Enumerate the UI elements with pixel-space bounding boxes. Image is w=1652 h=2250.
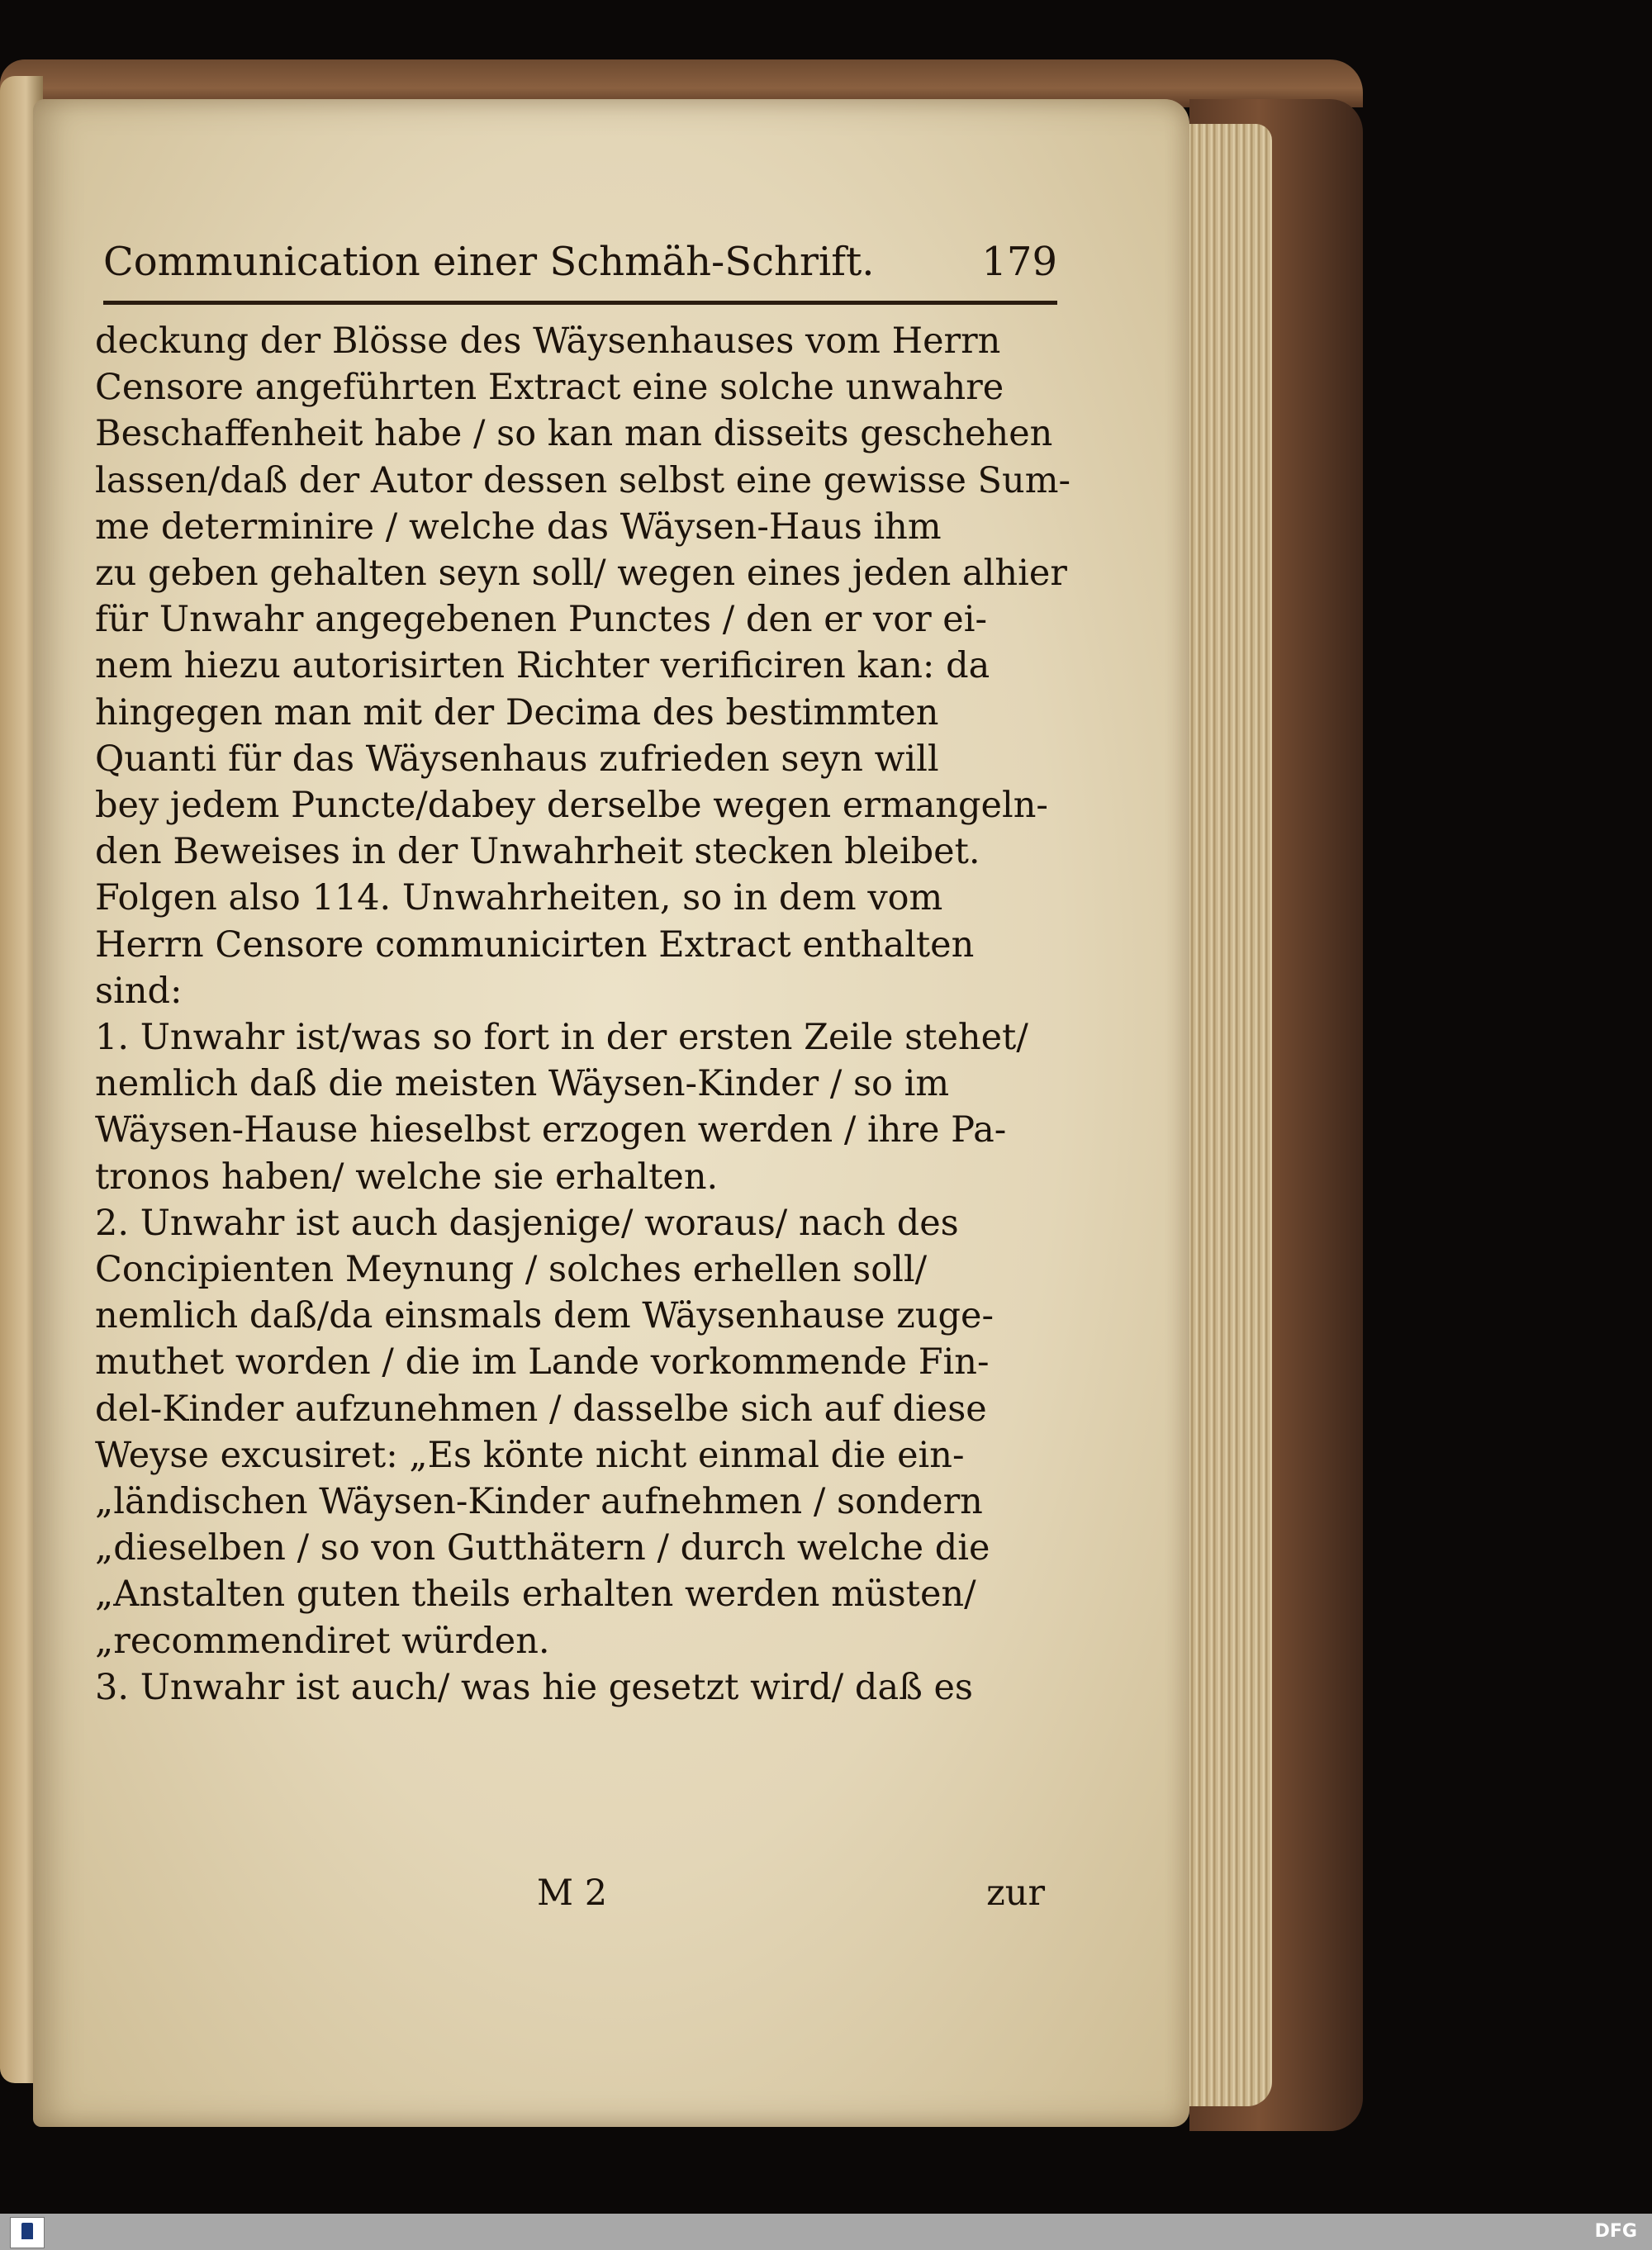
text-line: 3. Unwahr ist auch/ was hie gesetzt wird/ daß es xyxy=(95,1666,973,1708)
text-line: bey jedem Puncte/dabey derselbe wegen ermangeln- xyxy=(95,785,1048,827)
text-line: nem hiezu autorisirten Richter verificiren kan: da xyxy=(95,645,990,687)
library-logo-icon xyxy=(10,2217,45,2248)
text-line: hingegen man mit der Decima des bestimmten xyxy=(95,691,939,733)
text-line: deckung der Blösse des Wäysenhauses vom Herrn xyxy=(95,320,1001,362)
text-line: nemlich daß/da einsmals dem Wäysenhause zuge- xyxy=(95,1295,994,1337)
text-line: muthet worden / die im Lande vorkommende Fin- xyxy=(95,1341,990,1384)
text-line: Quanti für das Wäysenhaus zufrieden seyn will xyxy=(95,738,939,780)
text-line: Folgen also 114. Unwahrheiten, so in dem vom xyxy=(95,877,943,919)
text-line: Beschaffenheit habe / so kan man disseits geschehen xyxy=(95,413,1053,455)
text-line: für Unwahr angegebenen Punctes / den er vor ei- xyxy=(95,599,988,641)
text-line: del-Kinder aufzunehmen / dasselbe sich auf diese xyxy=(95,1388,987,1430)
text-line: „ländischen Wäysen-Kinder aufnehmen / sondern xyxy=(95,1481,983,1523)
text-line: „Anstalten guten theils erhalten werden müsten/ xyxy=(95,1574,976,1616)
catchword: zur xyxy=(986,1873,1045,1914)
header-rule xyxy=(103,301,1057,305)
text-line: Wäysen-Hause hieselbst erzogen werden / ihre Pa- xyxy=(95,1109,1007,1151)
running-header xyxy=(103,225,1057,299)
text-line: tronos haben/ welche sie erhalten. xyxy=(95,1156,719,1198)
text-line: nemlich daß die meisten Wäysen-Kinder / so im xyxy=(95,1063,950,1105)
text-line: zu geben gehalten seyn soll/ wegen eines jeden alhier xyxy=(95,553,1067,595)
text-line: Concipienten Meynung / solches erhellen soll/ xyxy=(95,1249,928,1291)
dfg-logo: DFG xyxy=(1594,2221,1637,2242)
text-line: „recommendiret würden. xyxy=(95,1620,550,1662)
body-text xyxy=(95,318,1071,1711)
running-title: Communication einer Schmäh-Schrift. xyxy=(103,239,875,285)
text-line: lassen/daß der Autor dessen selbst eine gewisse Sum- xyxy=(95,459,1071,501)
text-line: 2. Unwahr ist auch dasjenige/ woraus/ nach des xyxy=(95,1202,959,1244)
text-line: me determinire / welche das Wäysen-Haus ihm xyxy=(95,506,942,548)
catch-line xyxy=(95,1868,1045,1918)
page-number: 179 xyxy=(981,239,1057,285)
text-line: Weyse excusiret: „Es könte nicht einmal die ein- xyxy=(95,1434,965,1476)
signature-mark: M 2 xyxy=(537,1873,608,1914)
viewer-footer-bar xyxy=(0,2214,1652,2250)
text-line: 1. Unwahr ist/was so fort in der ersten Zeile stehet/ xyxy=(95,1017,1028,1059)
text-line: sind: xyxy=(95,970,183,1012)
text-line: Herrn Censore communicirten Extract enthalten xyxy=(95,923,975,966)
text-line: „dieselben / so von Gutthätern / durch welche die xyxy=(95,1527,990,1569)
text-line: Censore angeführten Extract eine solche unwahre xyxy=(95,367,1004,409)
text-line: den Beweises in der Unwahrheit stecken bleibet. xyxy=(95,831,980,873)
